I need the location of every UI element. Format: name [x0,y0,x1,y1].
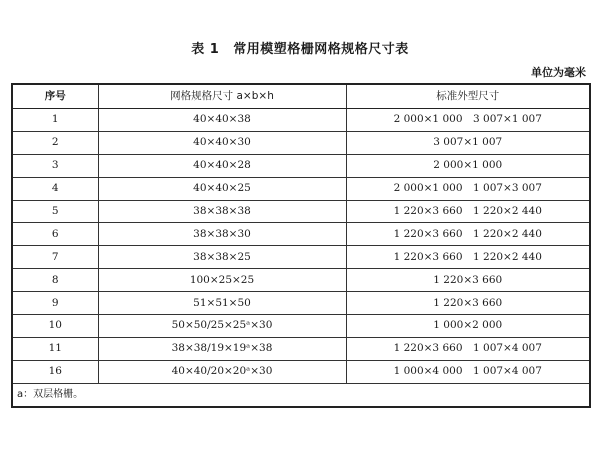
table-row [12,292,590,315]
cell-standard-size: 1 220×3 660 [346,269,590,292]
cell-grid-size: 40×40×25 [98,177,346,200]
cell-serial-no: 2 [12,131,98,154]
cell-grid-size: 40×40×30 [98,131,346,154]
cell-serial-no: 9 [12,292,98,315]
cell-serial-no: 8 [12,269,98,292]
cell-standard-size: 1 220×3 660 [346,292,590,315]
cell-standard-size: 2 000×1 000 1 007×3 007 [346,177,590,200]
table-footnote: a：双层格栅。 [12,383,590,406]
cell-serial-no: 5 [12,200,98,223]
cell-grid-size: 100×25×25 [98,269,346,292]
table-row [12,154,590,177]
cell-grid-size: 38×38×25 [98,246,346,269]
cell-grid-size: 40×40/20×20ᵃ×30 [98,360,346,383]
header-serial-no: 序号 [12,84,98,109]
cell-serial-no: 11 [12,337,98,360]
table-row [12,200,590,223]
table-row [12,337,590,360]
table-row [12,109,590,132]
cell-serial-no: 7 [12,246,98,269]
table-header-row [12,84,590,109]
cell-grid-size: 40×40×28 [98,154,346,177]
cell-grid-size: 38×38/19×19ᵃ×38 [98,337,346,360]
unit-label: 单位为毫米 [531,66,586,79]
header-grid-size: 网格规格尺寸 a×b×h [98,84,346,109]
cell-serial-no: 3 [12,154,98,177]
grid-spec-table [11,83,591,408]
cell-standard-size: 3 007×1 007 [346,131,590,154]
cell-standard-size: 1 220×3 660 1 220×2 440 [346,200,590,223]
cell-standard-size: 2 000×1 000 [346,154,590,177]
cell-grid-size: 51×51×50 [98,292,346,315]
cell-standard-size: 1 000×4 000 1 007×4 007 [346,360,590,383]
table-row [12,177,590,200]
cell-serial-no: 10 [12,315,98,338]
cell-grid-size: 40×40×38 [98,109,346,132]
cell-grid-size: 38×38×38 [98,200,346,223]
header-standard-size: 标准外型尺寸 [346,84,590,109]
cell-grid-size: 38×38×30 [98,223,346,246]
table-row [12,246,590,269]
cell-serial-no: 6 [12,223,98,246]
cell-standard-size: 1 220×3 660 1 220×2 440 [346,246,590,269]
cell-standard-size: 1 000×2 000 [346,315,590,338]
cell-standard-size: 2 000×1 000 3 007×1 007 [346,109,590,132]
cell-serial-no: 4 [12,177,98,200]
table-number: 表 1 [191,42,220,57]
table-title-text: 常用模塑格栅网格规格尺寸表 [233,42,409,57]
table-row [12,315,590,338]
cell-standard-size: 1 220×3 660 1 007×4 007 [346,337,590,360]
table-row [12,269,590,292]
footnote-row [12,383,590,406]
table-row [12,223,590,246]
table-title [0,38,600,57]
table-row [12,360,590,383]
table-row [12,131,590,154]
cell-serial-no: 16 [12,360,98,383]
cell-serial-no: 1 [12,109,98,132]
cell-standard-size: 1 220×3 660 1 220×2 440 [346,223,590,246]
cell-grid-size: 50×50/25×25ᵃ×30 [98,315,346,338]
